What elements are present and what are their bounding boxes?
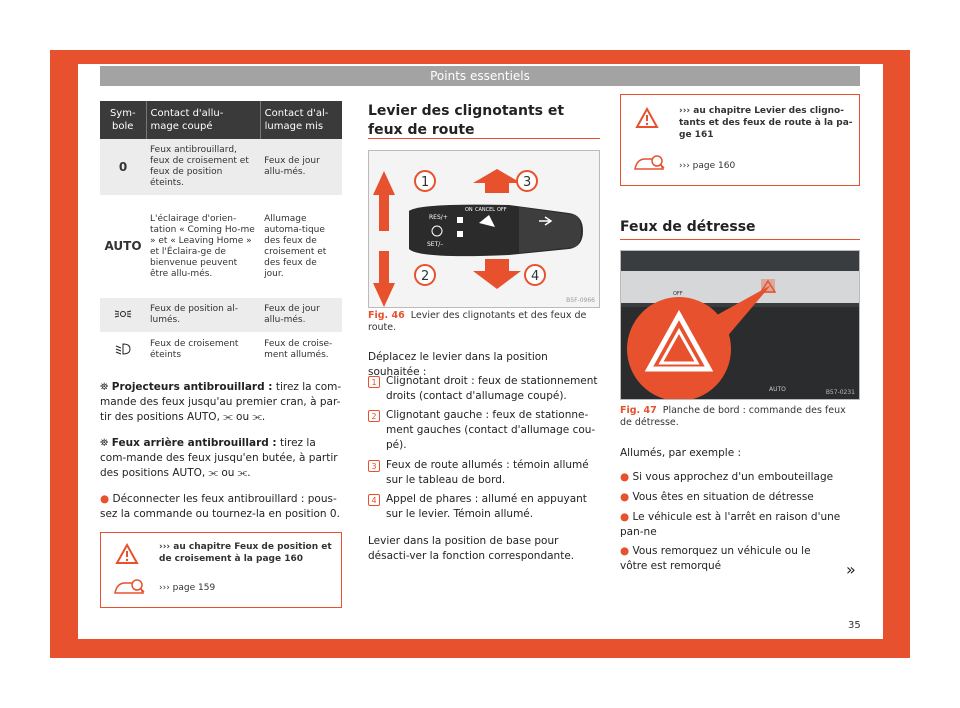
fog-light-icon: ⛯ <box>100 381 109 393</box>
page-reference-link[interactable]: ››› page 160 <box>679 161 736 171</box>
lever-figure <box>368 150 600 308</box>
light-switch-table <box>100 101 342 368</box>
fog-lights-text: tirez la com-mande des feux jusqu'au premier cran, à par-tir des positions AUTO, ⫘ ou ⫘. <box>100 381 342 423</box>
lever-outro: Levier dans la position de base pour désacti-ver la fonction correspondante. <box>368 535 575 562</box>
title-rule <box>620 239 860 240</box>
table-cell: L'éclairage d'orien-tation « Coming Ho-me » et « Leaving Home » et l'Éclaira-ge de bienvenue peuvent être allu-més. <box>146 196 260 298</box>
figure-number: Fig. 47 <box>620 405 657 416</box>
bullet-icon: ● <box>100 493 110 505</box>
title-rule <box>368 138 600 139</box>
item-number: 1 <box>368 376 380 388</box>
table-cell: Feux antibrouillard, feux de croisement et feux de position éteints. <box>146 139 260 196</box>
item-text: Clignotant gauche : feux de stationne-ment gauches (contact d'allumage cou-pé). <box>386 409 596 451</box>
table-header-symbol: Sym- bole <box>100 101 146 139</box>
page-number: 35 <box>848 620 861 631</box>
list-item <box>368 492 600 522</box>
car-info-icon <box>633 153 665 173</box>
svg-text:1: 1 <box>421 175 430 190</box>
fig47-caption <box>620 405 860 429</box>
list-item <box>368 458 600 488</box>
warning-box-left <box>100 532 342 608</box>
lever-on-label: ON <box>465 207 473 213</box>
continue-mark: » <box>846 560 856 579</box>
rear-fog-paragraph <box>100 436 342 481</box>
list-item: ● Vous êtes en situation de détresse <box>620 491 814 503</box>
figure-number: Fig. 46 <box>368 310 405 321</box>
lever-set-label: SET/– <box>427 241 444 248</box>
hazard-intro: Allumés, par exemple : <box>620 447 742 459</box>
hazard-figure <box>620 250 860 400</box>
table-cell: Allumage automa-tique des feux de croisement et des feux de jour. <box>260 196 342 298</box>
fig46-caption <box>368 310 600 334</box>
warning-triangle-icon <box>115 543 139 565</box>
table-row <box>100 139 342 196</box>
car-info-icon <box>113 577 145 597</box>
svg-text:2: 2 <box>421 269 430 284</box>
symbol-auto: AUTO <box>100 196 146 298</box>
figure-code: B57-0231 <box>825 389 855 396</box>
lever-illustration <box>369 151 600 308</box>
table-header-off: Contact d'allu- mage coupé <box>146 101 260 139</box>
dashboard-illustration <box>621 251 860 400</box>
svg-text:4: 4 <box>531 269 540 284</box>
svg-text:3: 3 <box>523 175 532 190</box>
table-cell: Feux de jour allu-més. <box>260 298 342 333</box>
item-text: Feux de route allumés : témoin allumé sur le tableau de bord. <box>386 459 589 486</box>
item-number: 2 <box>368 410 380 422</box>
table-row <box>100 196 342 298</box>
figure-caption-text: Levier des clignotants et des feux de route. <box>368 310 587 333</box>
lever-cancel-label: CANCEL <box>475 207 496 213</box>
low-beam-icon <box>100 333 146 368</box>
list-item <box>368 374 600 404</box>
disconnect-fog-paragraph <box>100 492 342 522</box>
table-cell: Feux de position al-lumés. <box>146 298 260 333</box>
fog-lights-heading: Projecteurs antibrouillard : <box>111 381 273 393</box>
bullet-text: Le véhicule est à l'arrêt en raison d'une pan-ne <box>620 511 841 538</box>
bullet-text: Vous remorquez un véhicule ou le vôtre est remorqué <box>620 545 811 572</box>
auto-label: AUTO <box>769 386 786 393</box>
disconnect-fog-text: Déconnecter les feux antibrouillard : pous-sez la commande ou tournez-la en position 0. <box>100 493 340 520</box>
lever-intro: Déplacez le levier dans la position souhaitée : <box>368 351 548 378</box>
item-text: Clignotant droit : feux de stationnement droits (contact d'allumage coupé). <box>386 375 598 402</box>
list-item: ● Le véhicule est à l'arrêt en raison d'une pan-ne <box>620 511 841 538</box>
warning-box-right <box>620 94 860 186</box>
table-cell: Feux de croise-ment allumés. <box>260 333 342 368</box>
symbol-zero: 0 <box>100 139 146 196</box>
rear-fog-icon: ⛯ <box>100 437 109 449</box>
lever-res-label: RES/+ <box>429 214 448 221</box>
position-lights-icon <box>100 298 146 333</box>
page-reference-link[interactable]: ››› page 159 <box>159 583 216 593</box>
rear-fog-text: tirez la com-mande des feux jusqu'en butée, à partir des positions AUTO, ⫘ ou ⫘. <box>100 437 338 479</box>
hazard-section-title: Feux de détresse <box>620 219 756 235</box>
rear-fog-heading: Feux arrière antibrouillard : <box>111 437 277 449</box>
table-cell: Feux de croisement éteints <box>146 333 260 368</box>
section-header: Points essentiels <box>100 66 860 86</box>
warning-text: ››› au chapitre Levier des cligno-tants et des feux de route à la pa-ge 161 <box>679 106 853 140</box>
warning-text: ››› au chapitre Feux de position et de croisement à la page 160 <box>159 542 332 564</box>
table-cell: Feux de jour allu-més. <box>260 139 342 196</box>
figure-code: B5F-0966 <box>566 297 595 304</box>
lever-off-label: OFF <box>497 207 507 213</box>
fog-lights-paragraph <box>100 380 342 425</box>
table-header-row <box>100 101 342 139</box>
list-item <box>368 408 600 453</box>
table-header-on: Contact d'al- lumage mis <box>260 101 342 139</box>
bullet-text: Vous êtes en situation de détresse <box>632 491 814 503</box>
item-text: Appel de phares : allumé en appuyant sur le levier. Témoin allumé. <box>386 493 587 520</box>
table-row <box>100 298 342 333</box>
list-item: ● Si vous approchez d'un embouteillage <box>620 471 834 483</box>
bullet-text: Si vous approchez d'un embouteillage <box>632 471 834 483</box>
warning-triangle-icon <box>635 107 659 129</box>
figure-caption-text: Planche de bord : commande des feux de détresse. <box>620 405 846 428</box>
item-number: 4 <box>368 494 380 506</box>
off-label: OFF <box>673 291 683 297</box>
table-row <box>100 333 342 368</box>
list-item: ● Vous remorquez un véhicule ou le vôtre est remorqué <box>620 545 811 572</box>
item-number: 3 <box>368 460 380 472</box>
lever-section-title: Levier des clignotants et feux de route <box>368 103 565 138</box>
